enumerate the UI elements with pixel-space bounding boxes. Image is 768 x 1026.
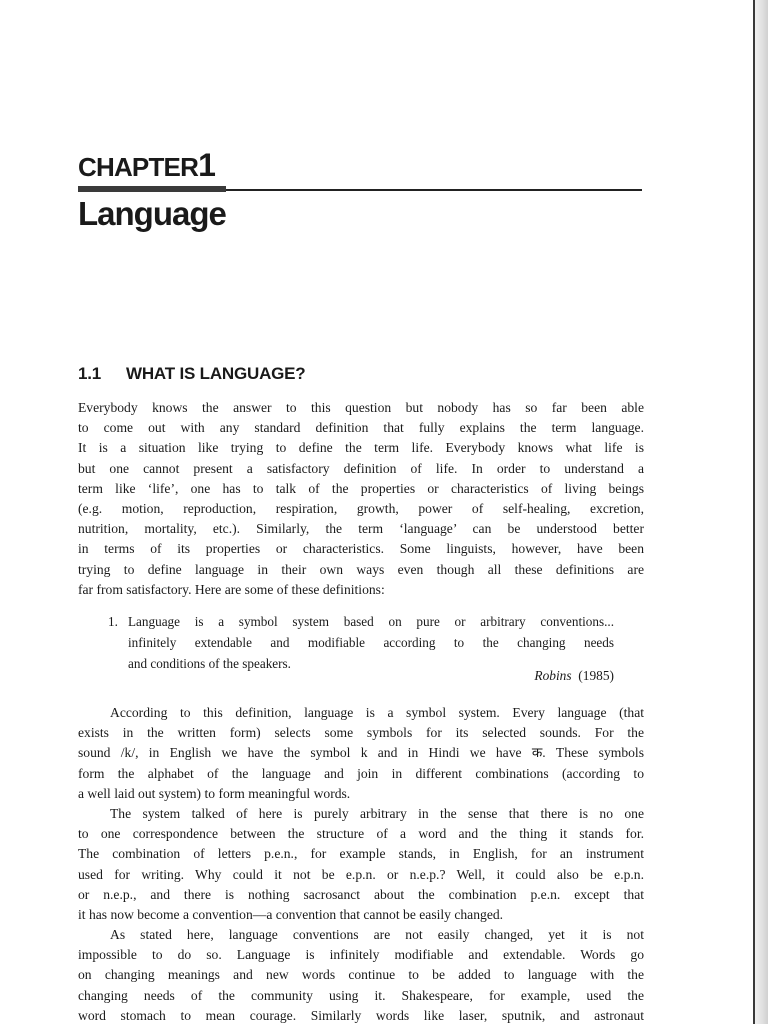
chapter-label bbox=[78, 148, 642, 184]
text-line: on changing meanings and new words continue to be added to language with the bbox=[78, 967, 644, 983]
chapter-rule-thin bbox=[226, 189, 642, 191]
text-line: It is a situation like trying to define the term life. Everybody knows what life is bbox=[78, 440, 644, 456]
page-edge-line bbox=[753, 0, 755, 1024]
citation-year: (1985) bbox=[578, 668, 614, 683]
text-line: but one cannot present a satisfactory definition of life. In order to understand a bbox=[78, 460, 644, 476]
chapter-rule bbox=[78, 186, 642, 194]
text-line: Everybody knows the answer to this question but nobody has so far been able bbox=[78, 400, 644, 415]
text-line: form the alphabet of the language and join in different combinations (according to bbox=[78, 765, 644, 781]
text-line: trying to define language in their own ways even though all these definitions are bbox=[78, 561, 644, 577]
paragraph-2 bbox=[78, 703, 644, 1026]
section-heading bbox=[78, 364, 306, 384]
text-line: The combination of letters p.e.n., for example stands, in English, for an instrument bbox=[78, 846, 644, 862]
text-line: nutrition, mortality, etc.). Similarly, the term ‘language’ can be understood better bbox=[78, 521, 644, 537]
citation-author: Robins bbox=[534, 668, 572, 683]
text-line: used for writing. Why could it not be e.p.n. or n.e.p.? Well, it could also be e.p.n. bbox=[78, 866, 644, 882]
chapter-title: Language bbox=[78, 195, 226, 232]
definition-number: 1. bbox=[108, 614, 118, 629]
definition-line bbox=[108, 612, 614, 633]
text-line: According to this definition, language is a symbol system. Every language (that bbox=[110, 705, 644, 720]
text-line: in terms of its properties or characteristics. Some linguists, however, have been bbox=[78, 541, 644, 557]
text-line: sound /k/, in English we have the symbol k and in Hindi we have क. These symbols bbox=[78, 745, 644, 761]
section-number: 1.1 bbox=[78, 364, 102, 383]
text-line: impossible to do so. Language is infinitely modifiable and extendable. Words go bbox=[78, 947, 644, 963]
text-line: term like ‘life’, one has to talk of the properties or characteristics of living beings bbox=[78, 480, 644, 496]
text-line: or n.e.p., and there is nothing sacrosanct about the combination p.e.n. except that bbox=[78, 886, 644, 902]
citation bbox=[534, 666, 614, 686]
text-line: to one correspondence between the structure of a word and the thing it stands for. bbox=[78, 826, 644, 842]
page-edge bbox=[754, 0, 768, 1024]
definition-text: Language is a symbol system based on pure or arbitrary conventions... bbox=[128, 614, 614, 629]
text-line: (e.g. motion, reproduction, respiration, growth, power of self-healing, excretion, bbox=[78, 500, 644, 516]
text-line: it has now become a convention—a convention that cannot be easily changed. bbox=[78, 906, 504, 922]
definition-line: and conditions of the speakers. bbox=[128, 655, 291, 671]
text-line: As stated here, language conventions are not easily changed, yet it is not bbox=[110, 927, 644, 943]
section-title: WHAT IS LANGUAGE? bbox=[126, 364, 306, 383]
chapter-rule-thick bbox=[78, 186, 226, 192]
text-line: word stomach to mean courage. Similarly words like laser, sputnik, and astronaut bbox=[78, 1007, 644, 1023]
text-line: to come out with any standard definition that fully explains the term language. bbox=[78, 420, 644, 436]
text-line: The system talked of here is purely arbitrary in the sense that there is no one bbox=[110, 805, 644, 821]
text-line: changing needs of the community using it. Shakespeare, for example, used the bbox=[78, 987, 644, 1003]
chapter-number: 1 bbox=[198, 147, 216, 183]
text-line: exists in the written form) selects some symbols for its selected sounds. For the bbox=[78, 725, 644, 741]
paragraph-1 bbox=[78, 398, 644, 600]
text-line: a well laid out system) to form meaningful words. bbox=[78, 785, 351, 801]
chapter-header bbox=[78, 148, 642, 234]
chapter-word: CHAPTER bbox=[78, 152, 199, 182]
definition-line: infinitely extendable and modifiable according to the changing needs bbox=[128, 634, 614, 650]
text-line: far from satisfactory. Here are some of these definitions: bbox=[78, 581, 385, 597]
